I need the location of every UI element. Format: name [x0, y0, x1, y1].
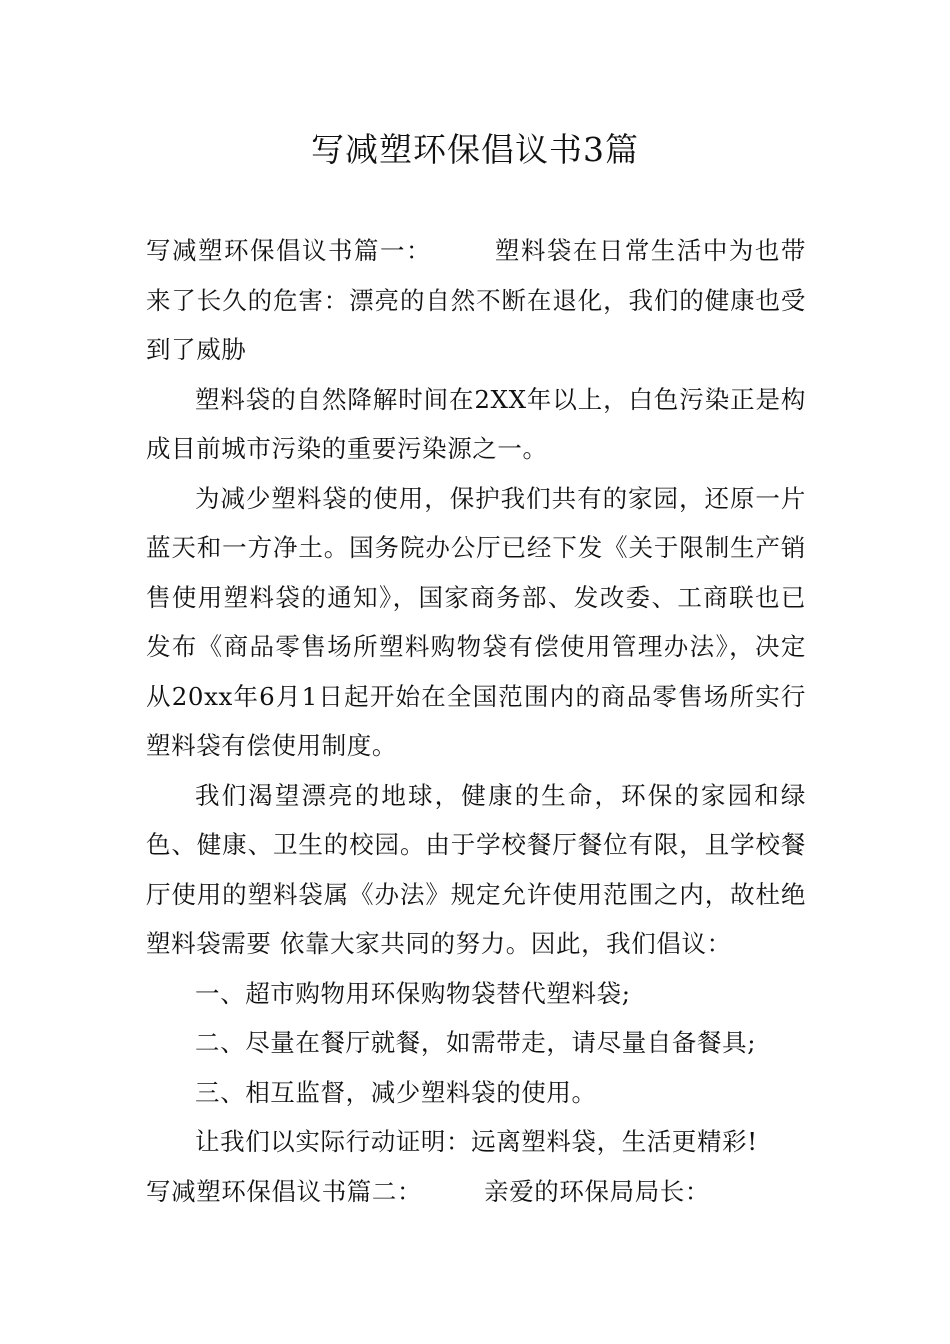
proposal-item-2: 二、尽量在餐厅就餐，如需带走，请尽量自备餐具;: [195, 1028, 757, 1057]
section-2-opening: [146, 1167, 806, 1217]
proposal-item-1: 一、超市购物用环保购物袋替代塑料袋;: [195, 978, 631, 1008]
paragraph-policy: 为减少塑料袋的使用，保护我们共有的家园，还原一片蓝天和一方净土。国务院办公厅已经下发《关于限制生产销售使用塑料袋的通知》，国家商务部、发改委、工商联也已发布《商品零售场所塑料购物袋有偿使用管理办法》，决定从20xx年6月1日起开始在全国范围内的商品零售场所实行塑料袋有偿使用制度。: [146, 483, 806, 760]
document-title: 写减塑环保倡议书3篇: [311, 130, 639, 169]
section-2-heading: 写减塑环保倡议书篇二：: [146, 1176, 423, 1206]
paragraph-closing: 让我们以实际行动证明：远离塑料袋，生活更精彩!: [195, 1127, 758, 1156]
section-1-opening: [146, 226, 806, 375]
section-1-heading: 写减塑环保倡议书篇一：: [146, 236, 432, 265]
paragraph-degradation: 塑料袋的自然降解时间在2XX年以上，白色污染正是构成目前城市污染的重要污染源之一。: [146, 384, 806, 463]
section-1-intro: 塑料袋在日常生活中为也带来了长久的危害：漂亮的自然不断在退化，我们的健康也受到了威胁: [146, 236, 806, 364]
paragraph-campus: 我们渴望漂亮的地球，健康的生命，环保的家园和绿色、健康、卫生的校园。由于学校餐厅餐位有限，且学校餐厅使用的塑料袋属《办法》规定允许使用范围之内，故杜绝塑料袋需要 依靠大家共同的努力。因此，我们倡议：: [146, 780, 806, 958]
section-2-intro: 亲爱的环保局局长：: [484, 1176, 711, 1206]
proposal-item-3: 三、相互监督，减少塑料袋的使用。: [195, 1077, 597, 1107]
document-body: [146, 226, 806, 1216]
